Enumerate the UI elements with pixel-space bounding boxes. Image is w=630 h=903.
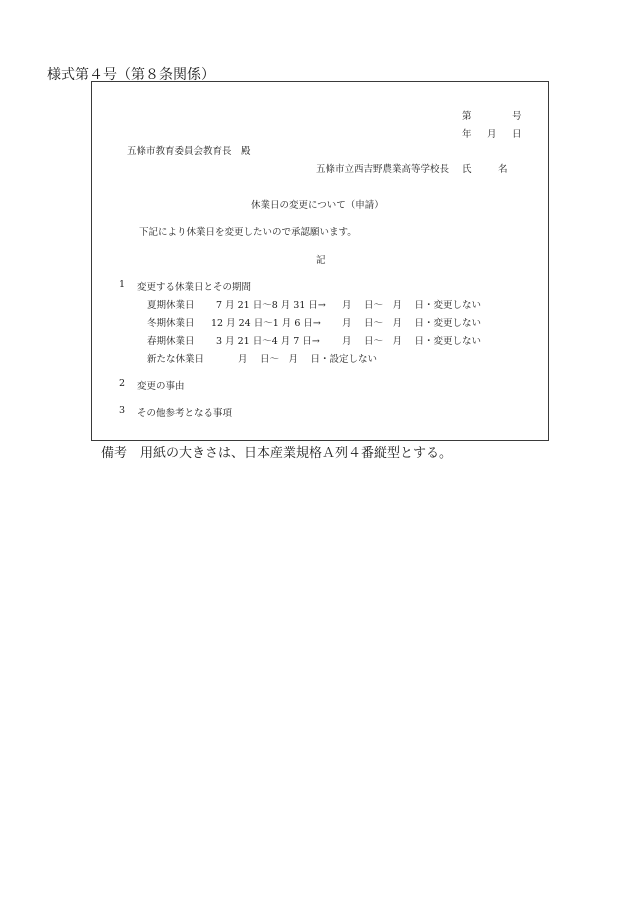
spring-holiday-label: 春期休業日 xyxy=(147,336,195,347)
section1-title: 変更する休業日とその期間 xyxy=(137,282,252,293)
spring-holiday-change: 月 日〜 月 日・変更しない xyxy=(342,336,482,347)
applicant-shi: 氏 xyxy=(462,164,472,175)
new-holiday-change: 月 日〜 月 日・設定しない xyxy=(238,354,378,365)
winter-holiday-change: 月 日〜 月 日・変更しない xyxy=(342,318,482,329)
addressee: 五條市教育委員会教育長 殿 xyxy=(127,146,251,157)
section2-title: 変更の事由 xyxy=(137,381,185,392)
winter-holiday-period: 12 月 24 日〜1 月 6 日→ xyxy=(211,318,321,329)
section3-number: 3 xyxy=(119,405,126,416)
subject: 休業日の変更について（申請） xyxy=(251,200,384,211)
doc-number-dai: 第 xyxy=(462,111,472,122)
application-form-frame xyxy=(91,81,549,441)
date-day: 日 xyxy=(512,129,522,140)
applicant-mei: 名 xyxy=(498,164,508,175)
spring-holiday-period: 3 月 21 日〜4 月 7 日→ xyxy=(216,336,320,347)
date-year: 年 xyxy=(462,129,472,140)
doc-number-go: 号 xyxy=(512,111,522,122)
winter-holiday-label: 冬期休業日 xyxy=(147,318,195,329)
summer-holiday-label: 夏期休業日 xyxy=(147,300,195,311)
summer-holiday-period: 7 月 21 日〜8 月 31 日→ xyxy=(216,300,326,311)
new-holiday-label: 新たな休業日 xyxy=(147,354,205,365)
ki-mark: 記 xyxy=(316,255,326,266)
remarks-note: 備考 用紙の大きさは、日本産業規格Ａ列４番縦型とする。 xyxy=(101,446,453,461)
summer-holiday-change: 月 日〜 月 日・変更しない xyxy=(342,300,482,311)
section3-title: その他参考となる事項 xyxy=(137,408,233,419)
section2-number: 2 xyxy=(119,378,126,389)
section1-number: 1 xyxy=(119,279,126,290)
date-month: 月 xyxy=(487,129,497,140)
form-number-title: 様式第４号（第８条関係） xyxy=(47,67,215,83)
intro-text: 下記により休業日を変更したいので承認願います。 xyxy=(139,227,357,238)
applicant-school: 五條市立西吉野農業高等学校長 xyxy=(316,164,450,175)
